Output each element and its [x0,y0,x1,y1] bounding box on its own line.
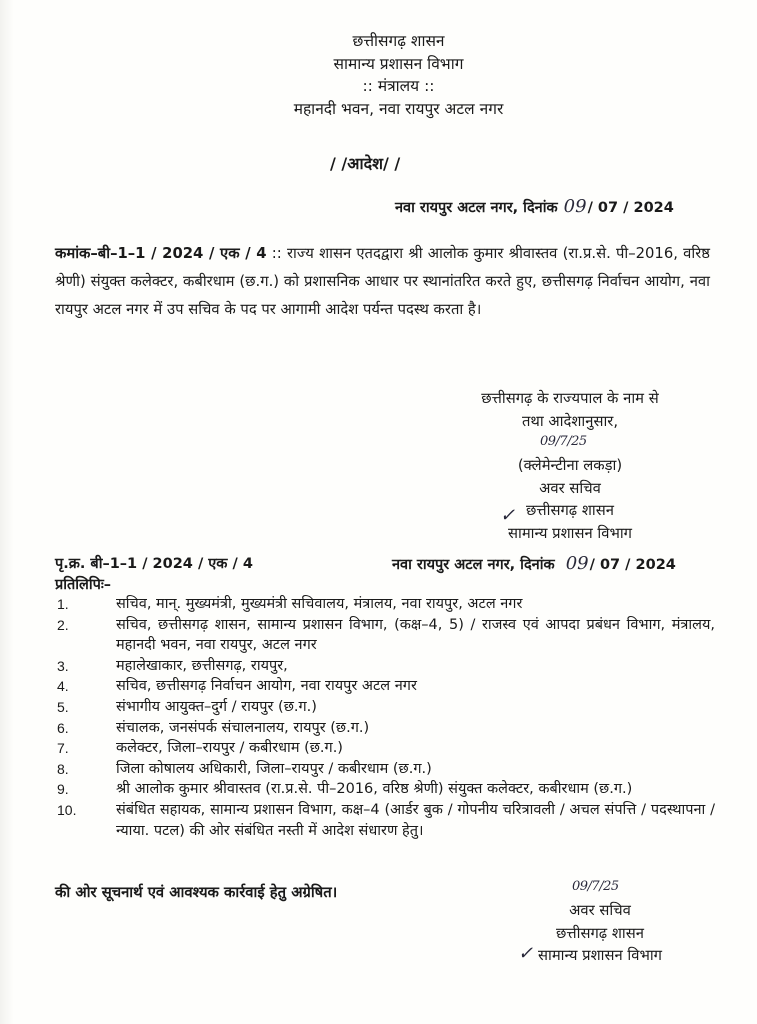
list-item [55,676,715,697]
copy-to-label: प्रतिलिपिः– [55,577,112,593]
order-title: / /आदेश/ / [330,154,401,173]
signature-mark [480,878,720,900]
list-number: 10. [57,801,77,818]
order-body [55,240,710,324]
list-number: 9. [57,781,69,798]
dateline-place: नवा रायपुर अटल नगर, दिनांक [395,200,558,216]
list-item [55,594,715,615]
list-number: 4. [57,678,69,695]
signatory-org-2: सामान्य प्रशासन विभाग [537,947,663,964]
list-number: 1. [57,596,69,612]
endorsement-dateline [392,553,676,574]
signatory-name: (क्लेमेन्टीना लकड़ा) [517,457,623,474]
signature-block-order [440,388,700,545]
signatory-org-1: छत्तीसगढ़ शासन [556,924,644,942]
initial-mark-icon: ✓ [500,505,516,526]
signature-date: 09/7/25 [540,434,587,449]
endorsement-dateline-place: नवा रायपुर अटल नगर, दिनांक [392,557,555,573]
letterhead-ministry: :: मंत्रालय :: [362,77,435,95]
list-text: सचिव, छत्तीसगढ़ शासन, सामान्य प्रशासन विभाग, (कक्ष–4, 5) / राजस्व एवं आपदा प्रबंधन विभाग, मंत्रालय, महानदी भवन, नवा रायपुर, अटल नगर [116,616,715,654]
list-item [55,718,715,739]
copy-recipient-list [55,594,715,841]
list-number: 2. [57,616,69,633]
endorsement-handwritten-day: 09 [565,553,589,574]
endorsement-reference-number: पृ.क्र. बी–1–1 / 2024 / एक / 4 [55,556,253,572]
endorsement-dateline-month-year: / 07 / 2024 [589,557,676,573]
signatory-org-1: छत्तीसगढ़ शासन [526,502,614,519]
list-item [55,738,715,759]
signature-mark [440,433,700,455]
list-item [55,779,715,800]
list-item [55,697,715,718]
signatory-designation: अवर सचिव [539,479,601,497]
page-edge-shadow [0,0,14,1024]
list-text: संबंधित सहायक, सामान्य प्रशासन विभाग, कक्ष–4 (आर्डर बुक / गोपनीय चरित्रावली / अचल संपत्ति / पदस्थापना / न्याया. पटल) की ओर संबंधित नस्ती में आदेश संधारण हेतु। [116,801,715,839]
handwritten-day: 09 [563,196,587,217]
list-item [55,656,715,677]
list-text: महालेखाकार, छत्तीसगढ़, रायपुर, [116,657,288,674]
order-dateline [395,196,674,217]
list-number: 7. [57,740,69,757]
initial-mark-icon: ✓ [518,943,534,964]
list-text: सचिव, छत्तीसगढ़ निर्वाचन आयोग, नवा रायपुर अटल नगर [116,678,417,695]
list-text: संभागीय आयुक्त–दुर्ग / रायपुर (छ.ग.) [116,698,317,715]
list-text: सचिव, मान्. मुख्यमंत्री, मुख्यमंत्री सचिवालय, मंत्रालय, नवा रायपुर, अटल नगर [116,596,523,612]
list-item [55,615,715,656]
list-number: 8. [57,760,69,777]
authority-line-1: छत्तीसगढ़ के राज्यपाल के नाम से [481,390,659,407]
letterhead-government: छत्तीसगढ़ शासन [352,32,445,50]
list-text: कलेक्टर, जिला–रायपुर / कबीरधाम (छ.ग.) [116,740,343,757]
signatory-org-2: सामान्य प्रशासन विभाग [507,524,633,542]
order-reference-number: कमांक–बी–1–1 / 2024 / एक / 4 [55,245,267,262]
list-text: जिला कोषालय अधिकारी, जिला–रायपुर / कबीरधाम (छ.ग.) [116,760,432,777]
list-number: 5. [57,698,69,715]
list-number: 6. [57,719,69,736]
signature-date: 09/7/25 [572,879,619,894]
signatory-designation: अवर सचिव [569,902,631,919]
dateline-month-year: / 07 / 2024 [587,200,674,216]
order-text: :: राज्य शासन एतदद्वारा श्री आलोक कुमार श्रीवास्तव (रा.प्र.से. पी–2016, वरिष्ठ श्रेणी) संयुक्त कलेक्टर, कबीरधाम (छ.ग.) को प्रशासनिक आधार पर स्थानांतरित करते हुए, छत्तीसगढ़ निर्वाचन आयोग, नवा रायपुर अटल नगर में उप सचिव के पद पर आगामी आदेश पर्यन्त पदस्थ करता है। [55,245,710,318]
letterhead-address: महानदी भवन, नवा रायपुर अटल नगर [293,99,504,118]
list-item [55,759,715,780]
authority-line-2: तथा आदेशानुसार, [521,412,619,430]
list-text: संचालक, जनसंपर्क संचालनालय, रायपुर (छ.ग.) [116,719,370,736]
forwarding-note: की ओर सूचनार्थ एवं आवश्यक कार्रवाई हेतु अग्रेषित। [55,884,338,901]
letterhead-department: सामान्य प्रशासन विभाग [333,54,464,73]
list-item [55,800,715,841]
letterhead [0,30,757,120]
signature-block-endorsement [480,878,720,968]
list-text: श्री आलोक कुमार श्रीवास्तव (रा.प्र.से. पी–2016, वरिष्ठ श्रेणी) संयुक्त कलेक्टर, कबीरधाम (छ.ग.) [116,781,633,798]
list-number: 3. [57,657,69,674]
